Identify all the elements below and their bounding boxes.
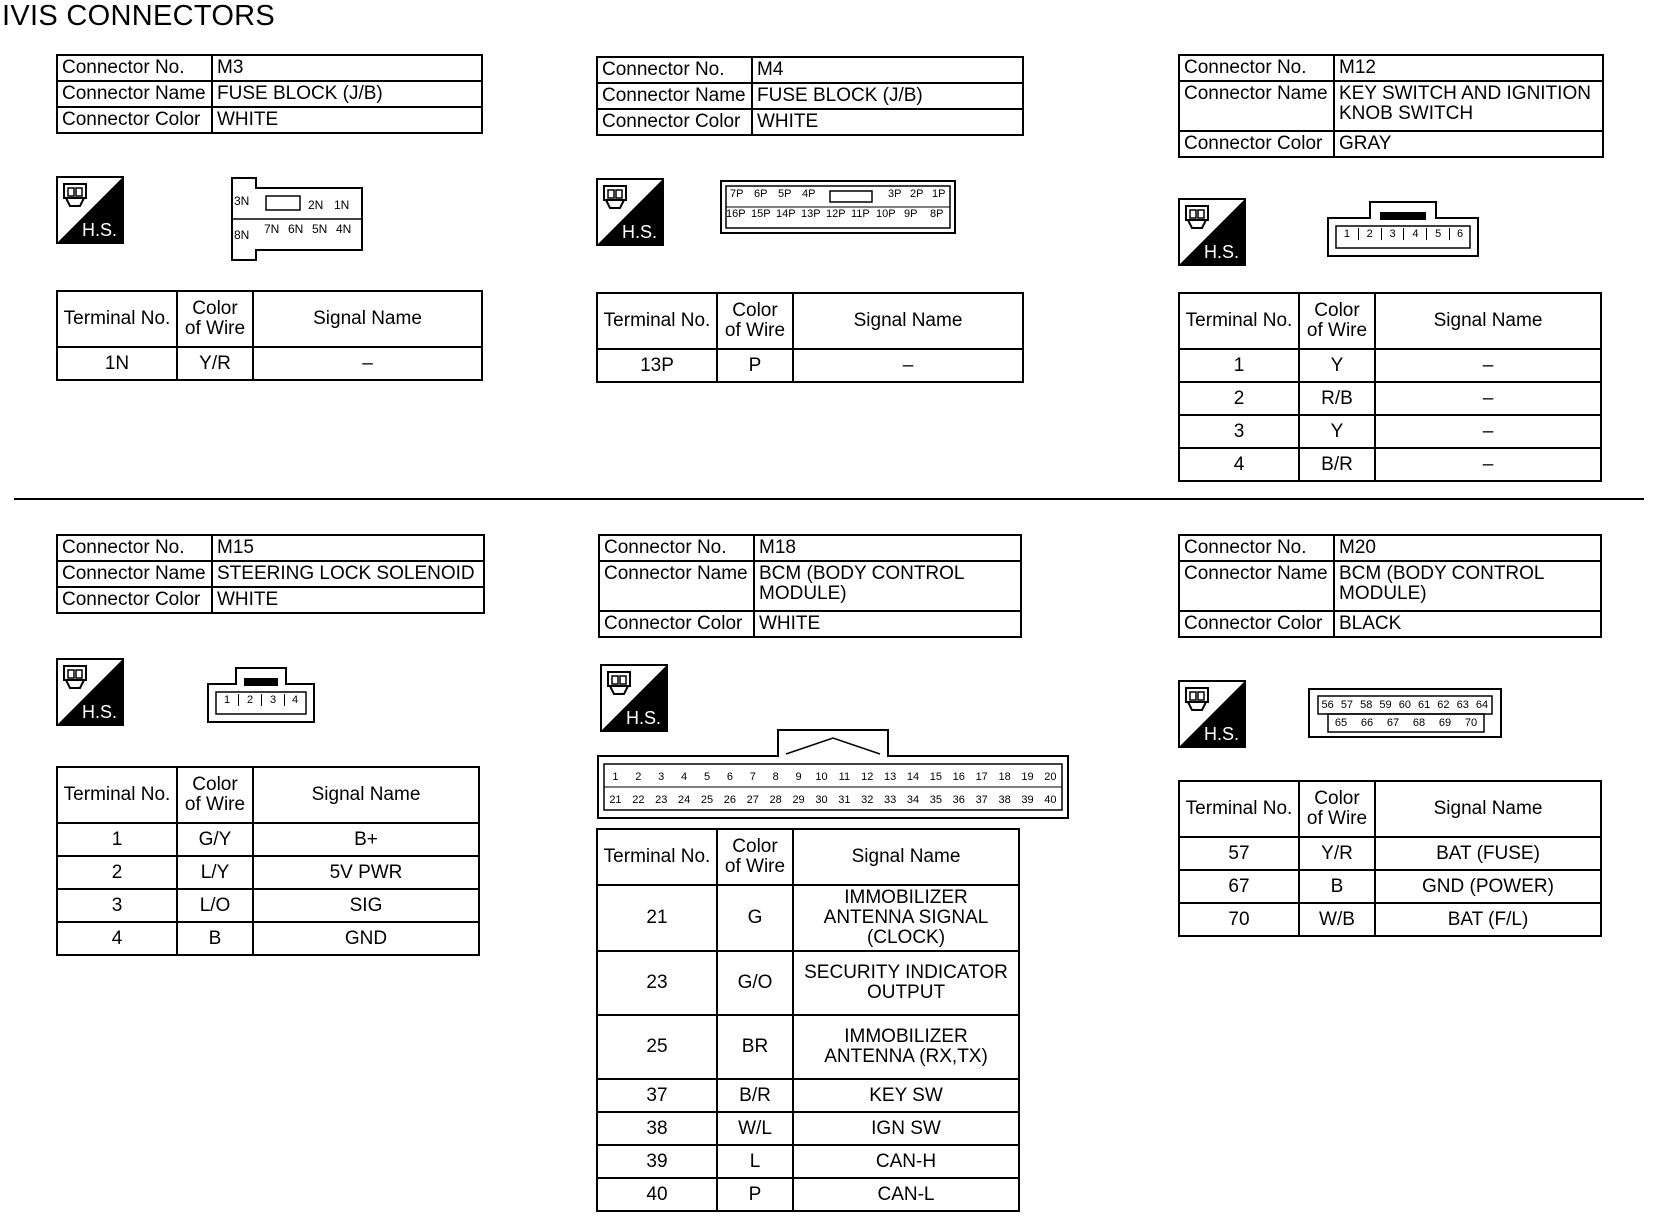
hs-label: H.S. [82,702,118,722]
m20-pin: 60 [1398,699,1411,711]
m18-pin: 12 [861,771,874,783]
m12-name: KEY SWITCH AND IGNITION KNOB SWITCH [1334,81,1603,131]
m18-pin: 37 [975,794,988,806]
m15-terminal-table-wrap [56,766,480,956]
m3-terminal-table: Terminal No. Color of Wire Signal Name 1N Y/R – [56,290,483,381]
hs-label: H.S. [626,708,662,728]
m3-terminal-table-wrap [56,290,483,381]
m12-pin: 1 [1336,228,1359,240]
table-row: 21 G IMMOBILIZER ANTENNA SIGNAL (CLOCK) [597,885,1019,951]
connector-m18 [598,534,1022,638]
m18-pin: 9 [795,771,802,783]
m3-pin: 2N [308,198,324,212]
m18-pin: 39 [1021,794,1034,806]
m18-pin: 29 [792,794,805,806]
table-row: 1 Y – [1179,349,1601,382]
table-row: 3 L/O SIG [57,889,479,922]
table-row: 2 L/Y 5V PWR [57,856,479,889]
connector-m12 [1178,54,1604,158]
m18-pin: 10 [815,771,828,783]
m4-pin: 12P [826,208,846,220]
table-row: 39 L CAN-H [597,1145,1019,1178]
m15-no: M15 [212,535,484,561]
m18-pin: 6 [726,771,733,783]
m12-pin: 5 [1427,228,1450,240]
m18-pin: 7 [749,771,756,783]
table-row: 13P P – [597,349,1023,382]
m4-color: WHITE [752,109,1023,135]
connector-m4 [596,56,1024,136]
m15-pin: 1 [216,694,239,706]
m20-pin: 70 [1464,717,1478,729]
section-divider [14,498,1644,500]
table-row: 2 R/B – [1179,382,1601,415]
m18-pin: 21 [609,794,622,806]
hs-label: H.S. [1204,724,1240,744]
m15-pin: 4 [291,694,299,706]
m4-terminal-table-wrap [596,292,1024,383]
m4-pin: 11P [851,208,870,220]
m3-pin: 7N [264,222,280,236]
m18-terminal-table-wrap [596,828,1020,1212]
hs-label: H.S. [1204,242,1240,262]
m18-color: WHITE [754,611,1021,637]
m15-harness-side-icon [56,658,124,726]
table-row: 67 B GND (POWER) [1179,870,1601,903]
m18-pin: 31 [838,794,851,806]
m20-pin: 57 [1340,699,1354,711]
m20-harness-side-icon [1178,680,1246,748]
m18-pin: 36 [952,794,965,806]
m12-no: M12 [1334,55,1603,81]
m4-pin: 16P [726,208,746,220]
m15-name: STEERING LOCK SOLENOID [212,561,484,587]
m4-pin: 5P [778,188,792,200]
m18-pin: 28 [769,794,782,806]
m18-pin: 32 [861,794,874,806]
m4-pin: 13P [801,208,821,220]
m20-pin: 68 [1412,717,1426,729]
m20-pin: 61 [1418,699,1431,711]
m3-harness-side-icon [56,176,124,244]
m18-harness-side-icon [600,664,668,732]
m18-pin: 27 [746,794,759,806]
m20-pin: 64 [1475,699,1489,711]
m15-terminal-table: Terminal No. Color of Wire Signal Name 1 G/Y B+ 2 L/Y 5V PWR 3 L/O SIG 4 B GND [56,766,480,956]
m18-pin: 23 [655,794,668,806]
table-row: 25 BR IMMOBILIZER ANTENNA (RX,TX) [597,1015,1019,1079]
m18-pin: 8 [772,771,779,783]
table-row: 3 Y – [1179,415,1601,448]
m4-terminal-table: Terminal No. Color of Wire Signal Name 13P P – [596,292,1024,383]
m20-pin: 67 [1386,717,1400,729]
m18-pin: 11 [838,771,851,783]
m4-pin: 15P [751,208,771,220]
m3-pin: 3N [234,194,250,208]
m4-pin: 3P [888,188,902,200]
table-row: 38 W/L IGN SW [597,1112,1019,1145]
m20-pin: 65 [1334,717,1348,729]
m18-pin: 40 [1044,794,1057,806]
m4-pin: 9P [904,208,918,220]
m15-pin: 3 [262,694,285,706]
m18-pin: 38 [998,794,1011,806]
m12-pin: 6 [1457,228,1464,240]
connector-m3 [56,54,483,134]
connector-m20 [1178,534,1602,638]
m20-pin: 62 [1437,699,1450,711]
m12-pin: 2 [1359,228,1382,240]
m18-pin: 3 [658,771,665,783]
m18-pin: 2 [635,771,642,783]
m4-pin: 10P [876,208,896,220]
m18-terminal-table: Terminal No. Color of Wire Signal Name 21 G IMMOBILIZER ANTENNA SIGNAL (CLOCK) 23 G/O SECURITY INDICATOR OUTPUT 25 BR IMMOBILIZER ANTENNA (RX,TX) 37 B/R KEY SW 38 W/L IGN SW 39 L CAN-H 40 P CAN-L [596,828,1020,1212]
m4-pin: 2P [910,188,924,200]
m15-pin: 2 [239,694,262,706]
m18-pin: 30 [815,794,828,806]
m18-pin: 16 [952,771,965,783]
m4-pin: 7P [730,188,744,200]
m4-harness-side-icon [596,178,664,246]
m3-info-table: Connector No. M3 Connector Name FUSE BLOCK (J/B) Connector Color WHITE [56,54,483,134]
table-row: 4 B GND [57,922,479,955]
table-row: 57 Y/R BAT (FUSE) [1179,837,1601,870]
m20-pin: 59 [1379,699,1392,711]
m18-pin: 20 [1044,771,1057,783]
m3-pin: 1N [334,198,350,212]
m3-pin: 4N [336,222,352,236]
m18-name: BCM (BODY CONTROL MODULE) [754,561,1021,611]
m3-color: WHITE [212,107,482,133]
connector-m15 [56,534,485,614]
table-row: 1 G/Y B+ [57,823,479,856]
m18-info-table: Connector No. M18 Connector Name BCM (BODY CONTROL MODULE) Connector Color WHITE [598,534,1022,638]
m3-pin: 8N [234,228,250,242]
m20-name: BCM (BODY CONTROL MODULE) [1334,561,1601,611]
m4-pin: 14P [776,208,796,220]
table-row: 4 B/R – [1179,448,1601,481]
m3-pin: 6N [288,222,304,236]
m20-info-table: Connector No. M20 Connector Name BCM (BODY CONTROL MODULE) Connector Color BLACK [1178,534,1602,638]
m18-pin: 34 [906,794,920,806]
hs-label: H.S. [622,222,658,242]
hs-label: H.S. [82,220,118,240]
m18-pin: 17 [975,771,988,783]
m3-no: M3 [212,55,482,81]
m12-terminal-table: Terminal No. Color of Wire Signal Name 1 Y – 2 R/B – 3 Y – 4 B/R – [1178,292,1602,482]
m4-no: M4 [752,57,1023,83]
m20-pin: 56 [1321,699,1334,711]
m15-color: WHITE [212,587,484,613]
m12-color: GRAY [1334,131,1603,157]
m18-pin: 24 [677,794,691,806]
m18-pin: 15 [929,771,943,783]
m3-pin: 5N [312,222,328,236]
m4-pin: 1P [932,188,946,200]
m20-no: M20 [1334,535,1601,561]
m20-terminal-table: Terminal No. Color of Wire Signal Name 57 Y/R BAT (FUSE) 67 B GND (POWER) 70 W/B BAT (F/L) [1178,780,1602,937]
m18-pin: 33 [884,794,897,806]
m20-color: BLACK [1334,611,1601,637]
m15-info-table: Connector No. M15 Connector Name STEERING LOCK SOLENOID Connector Color WHITE [56,534,485,614]
m18-pin: 35 [929,794,943,806]
m3-name: FUSE BLOCK (J/B) [212,81,482,107]
m4-pin: 6P [754,188,768,200]
m18-no: M18 [754,535,1021,561]
m20-terminal-table-wrap [1178,780,1602,937]
m18-pin: 1 [612,771,619,783]
m18-pin: 26 [723,794,737,806]
m12-harness-side-icon [1178,198,1246,266]
m12-pin: 3 [1382,228,1405,240]
m18-pin: 18 [998,771,1011,783]
m18-pin: 13 [884,771,897,783]
m18-pin: 4 [681,771,688,783]
m4-name: FUSE BLOCK (J/B) [752,83,1023,109]
m20-pin: 69 [1438,717,1452,729]
m12-terminal-table-wrap [1178,292,1602,482]
m12-pin: 4 [1404,228,1427,240]
table-row: 70 W/B BAT (F/L) [1179,903,1601,936]
table-row: 23 G/O SECURITY INDICATOR OUTPUT [597,951,1019,1015]
m18-pin: 14 [906,771,920,783]
m18-pin: 5 [703,771,711,783]
table-row: 40 P CAN-L [597,1178,1019,1211]
m18-pin: 19 [1021,771,1034,783]
m12-info-table: Connector No. M12 Connector Name KEY SWITCH AND IGNITION KNOB SWITCH Connector Color GRAY [1178,54,1604,158]
m3-connector-face [230,176,364,262]
m4-pin: 8P [930,208,944,220]
table-row: 1N Y/R – [57,347,482,380]
m20-pin: 66 [1360,717,1374,729]
page-title: IVIS CONNECTORS [2,0,276,32]
m4-pin: 4P [802,188,816,200]
m18-pin: 22 [632,794,645,806]
m18-pin: 25 [700,794,714,806]
table-row: 37 B/R KEY SW [597,1079,1019,1112]
m4-info-table: Connector No. M4 Connector Name FUSE BLOCK (J/B) Connector Color WHITE [596,56,1024,136]
m20-pin: 58 [1360,699,1373,711]
m20-pin: 63 [1456,699,1469,711]
